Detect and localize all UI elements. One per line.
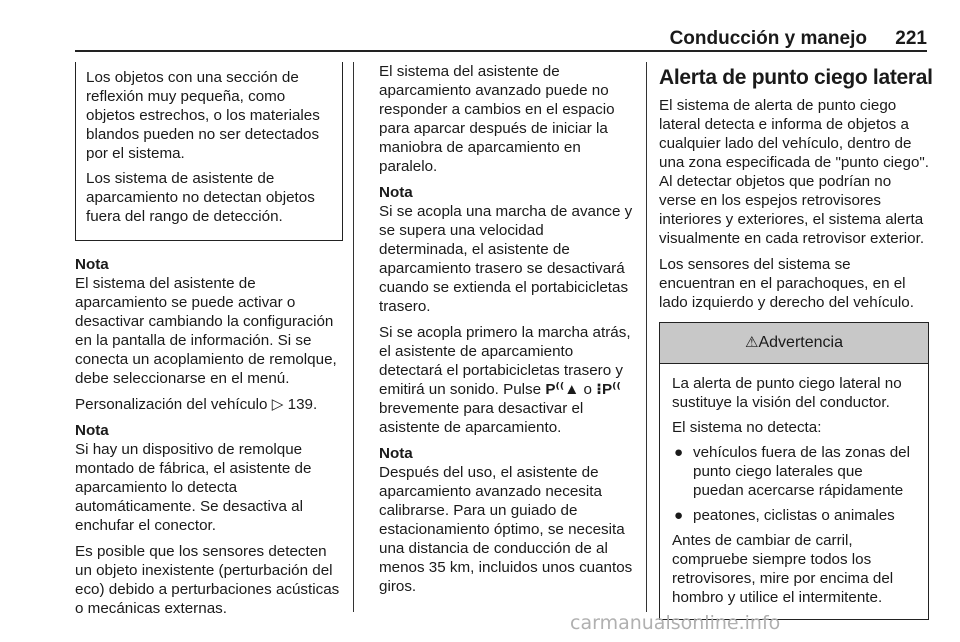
- watermark: carmanualsonline.info: [570, 612, 781, 634]
- box-paragraph-2: Los sistema de asistente de aparcamiento no detectan objetos fuera del rango de detección.: [86, 170, 315, 225]
- warning-paragraph: Antes de cambiar de carril, compruebe siempre todos los retrovisores, mire por encima del hombro y utilice el intermitente.: [672, 532, 894, 606]
- warning-box: [659, 322, 929, 620]
- reference-page: 139.: [287, 396, 318, 413]
- reference-text: Personalización del vehículo: [75, 396, 268, 413]
- arrow-right-icon: ▷: [271, 396, 284, 413]
- list-item: [672, 443, 916, 500]
- nota-label: Nota: [75, 256, 109, 273]
- paragraph: El sistema de alerta de punto ciego lateral detecta e informa de objetos a cualquier lado del vehículo, dentro de una zona especificada de "punto ciego". Al detectar objetos que podrían no verse en los espejos retrovisores interiores y exteriores, el sistema alerta visualmente en cada retrovisor exterior.: [659, 97, 930, 247]
- bullet-icon: ●: [674, 444, 684, 461]
- note-box: [75, 62, 343, 241]
- nota-label: Nota: [379, 445, 413, 462]
- warning-header: [660, 323, 928, 364]
- column-divider-1: [353, 62, 354, 612]
- paragraph: Es posible que los sensores detecten un objeto inexistente (perturbación del eco) debido a perturbaciones acústicas o mecánicas externas.: [75, 543, 340, 617]
- text-span: brevemente para desactivar el asistente de aparcamiento.: [379, 400, 584, 436]
- column-2: [379, 62, 636, 603]
- list-item: [672, 506, 916, 525]
- bullet-icon: ●: [674, 507, 684, 524]
- paragraph: El sistema del asistente de aparcamiento avanzado puede no responder a cambios en el espacio para aparcar después de iniciar la maniobra de aparcamiento en paralelo.: [379, 63, 615, 175]
- text-span: Si se acopla primero la marcha atrás, el asistente de aparcamiento detectará el portabicicletas trasero y emitirá un sonido. Pulse: [379, 324, 631, 398]
- warning-title: Advertencia: [758, 334, 843, 351]
- warning-paragraph: El sistema no detecta:: [672, 419, 822, 436]
- warning-paragraph: La alerta de punto ciego lateral no sustituye la visión del conductor.: [672, 375, 902, 411]
- nota-text: El sistema del asistente de aparcamiento se puede activar o desactivar cambiando la configuración en la pantalla de información. Si se conecta un acoplamiento de remolque, debe seleccionarse en el menú.: [75, 275, 337, 387]
- list-item-text: peatones, ciclistas o animales: [693, 507, 895, 524]
- cross-reference[interactable]: [75, 395, 343, 414]
- chapter-title: Conducción y manejo: [669, 28, 867, 49]
- column-divider-2: [646, 62, 647, 612]
- nota-label: Nota: [75, 422, 109, 439]
- column-1: [75, 62, 343, 625]
- column-3: [659, 62, 933, 620]
- text-span: o: [583, 381, 592, 398]
- header-rule: [75, 50, 927, 52]
- warning-body: [660, 364, 928, 619]
- paragraph: [379, 323, 636, 437]
- section-title: Alerta de punto ciego lateral: [659, 66, 933, 89]
- box-paragraph-1: Los objetos con una sección de reflexión muy pequeña, como objetos estrechos, o los materiales blandos pueden no ser detectados por el sistema.: [86, 69, 320, 162]
- page-number: 221: [895, 28, 927, 49]
- nota-text: Después del uso, el asistente de aparcamiento avanzado necesita calibrarse. Para un guiado de estacionamiento óptimo, se necesita una distancia de conducción de al menos 35 km, incluidos unos cuantos giros.: [379, 464, 633, 595]
- nota-text: Si se acopla una marcha de avance y se supera una velocidad determinada, el asistente de aparcamiento trasero se desactivará cuando se extienda el portabicicletas trasero.: [379, 203, 633, 315]
- parking-assist-icon: P⁽⁽▲: [545, 381, 580, 398]
- list-item-text: vehículos fuera de las zonas del punto ciego laterales que puedan acercarse rápidamente: [693, 444, 910, 499]
- rear-parking-assist-icon: ⁝P⁽⁽: [596, 381, 621, 398]
- nota-text: Si hay un dispositivo de remolque montado de fábrica, el asistente de aparcamiento lo detecta automáticamente. Se desactiva al enchufar el conector.: [75, 441, 312, 534]
- paragraph: Los sensores del sistema se encuentran en el parachoques, en el lado izquierdo y derecho del vehículo.: [659, 256, 914, 311]
- nota-label: Nota: [379, 184, 413, 201]
- warning-icon: ⚠: [745, 334, 759, 351]
